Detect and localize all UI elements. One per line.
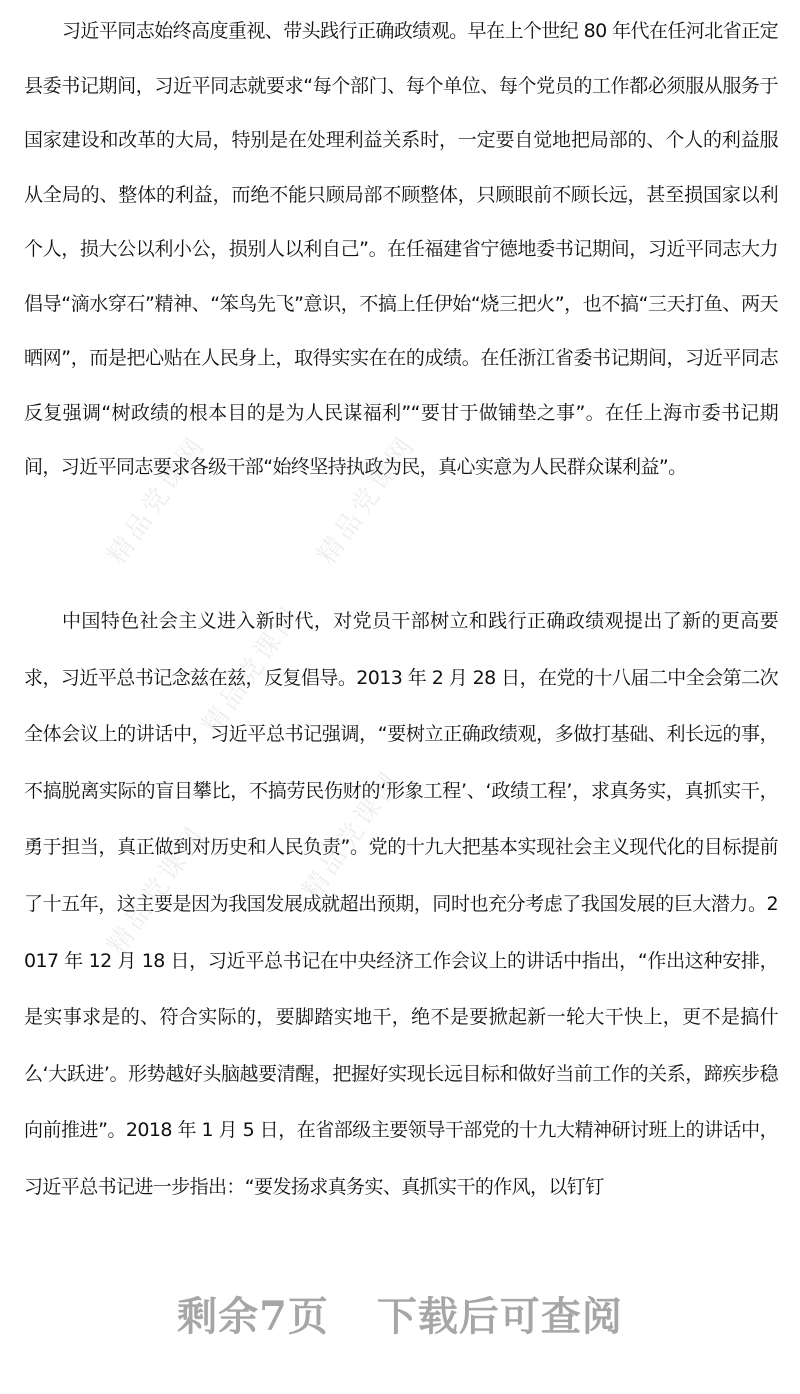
watermark: 精品党课网 [296, 764, 408, 905]
watermark: 精品党课网 [101, 429, 213, 570]
remaining-pages-label: 剩余7页 [177, 1293, 329, 1340]
download-banner[interactable] [0, 1285, 800, 1342]
paragraph-1: 习近平同志始终高度重视、带头践行正确政绩观。早在上个世纪 80 年代在任河北省正定县委书记期间，习近平同志就要求“每个部门、每个单位、每个党员的工作都必须服从服务于国家建设和改革的大局，特别是在处理利益关系时，一定要自觉地把局部的、个人的利益服从全局的、整体的利益，而绝不能只顾局部不顾整体，只顾眼前不顾长远，甚至损国家以利个人，损大公以利小公，损别人以利自己”。在任福建省宁德地委书记期间，习近平同志大力倡导“滴水穿石”精神、“笨鸟先飞”意识，不搞上任伊始“烧三把火”，也不搞“三天打鱼、两天晒网”，而是把心贴在人民身上，取得实实在在的成绩。在任浙江省委书记期间，习近平同志反复强调“树政绩的根本目的是为人民谋福利”“要甘于做铺垫之事”。在任上海市委书记期间，习近平同志要求各级干部“始终坚持执政为民，真心实意为人民群众谋利益”。 [24, 20, 778, 478]
watermark: 精品党课网 [101, 819, 213, 960]
download-prompt-label[interactable]: 下载后可查阅 [376, 1293, 623, 1340]
watermark: 精品党课网 [196, 599, 308, 740]
watermark: 精品党课网 [311, 429, 423, 570]
paragraph-2: 中国特色社会主义进入新时代，对党员干部树立和践行正确政绩观提出了新的更高要求，习近平总书记念兹在兹，反复倡导。2013 年 2 月 28 日，在党的十八届二中全会第二次全体会议上的讲话中，习近平总书记强调，“要树立正确政绩观，多做打基础、利长远的事，不搞脱离实际的盲目攀比，不搞劳民伤财的‘形象工程’、‘政绩工程’，求真务实，真抓实干，勇于担当，真正做到对历史和人民负责”。党的十九大把基本实现社会主义现代化的目标提前了十五年，这主要是因为我国发展成就超出预期，同时也充分考虑了我国发展的巨大潜力。2017 年 12 月 18 日，习近平总书记在中央经济工作会议上的讲话中指出，“作出这种安排，是实事求是的、符合实际的，要脚踏实地干，绝不是要掀起新一轮大干快上，更不是搞什么‘大跃进’。形势越好头脑越要清醒，把握好实现长远目标和做好当前工作的关系，蹄疾步稳向前推进”。2018 年 1 月 5 日，在省部级主要领导干部党的十九大精神研讨班上的讲话中，习近平总书记进一步指出：“要发扬求真务实、真抓实干的作风，以钉钉 [24, 610, 778, 1198]
